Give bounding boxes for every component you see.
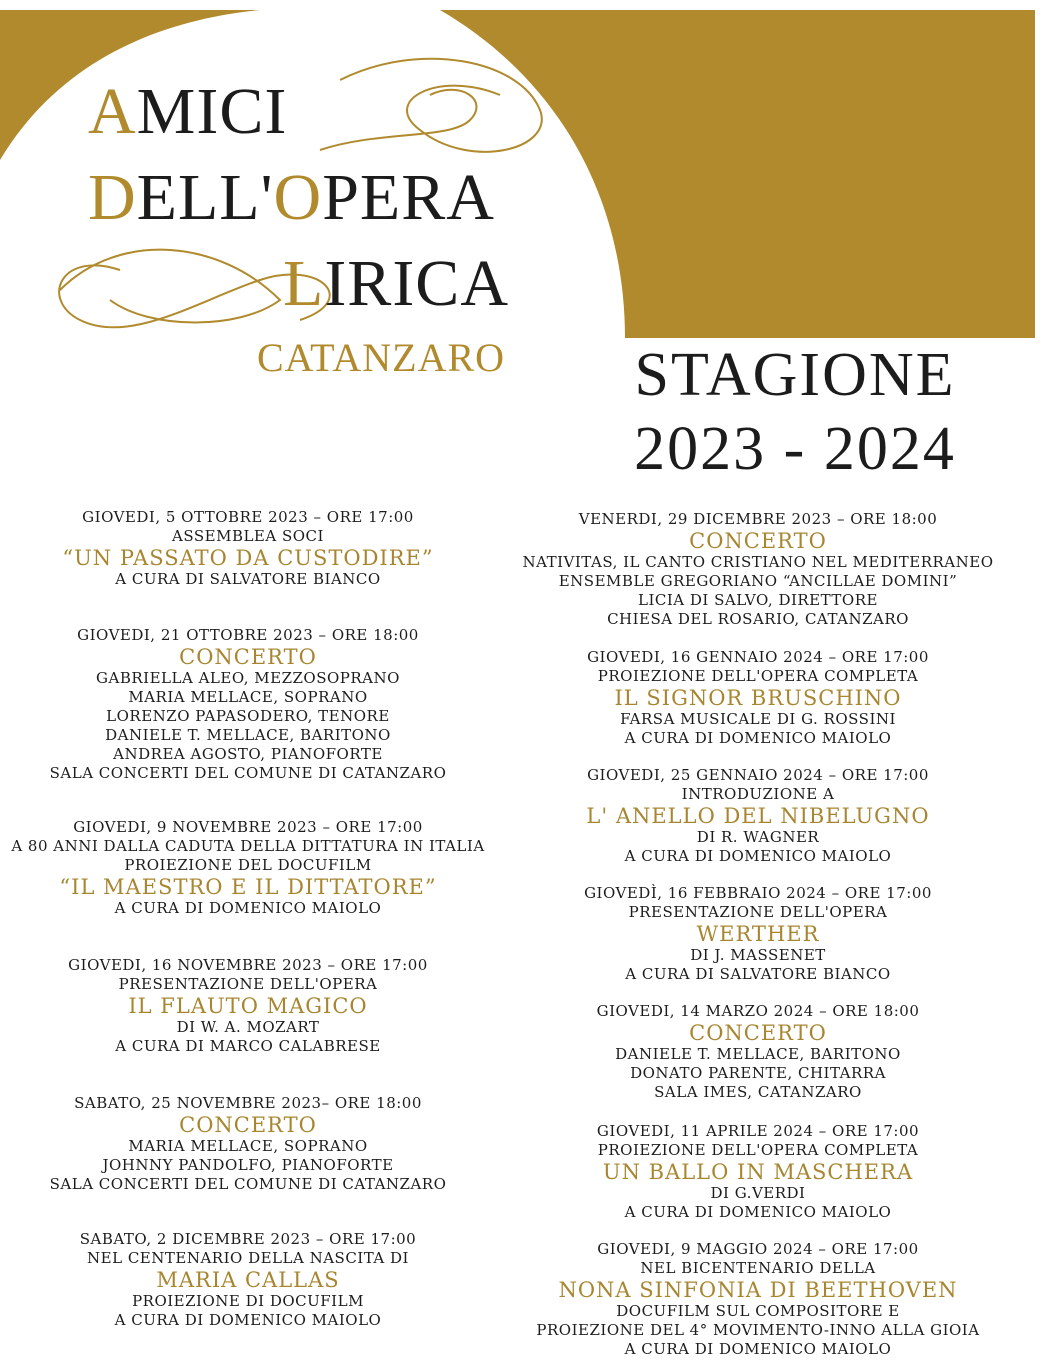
event-detail: NATIVITAS, IL CANTO CRISTIANO NEL MEDITERRANEO	[522, 553, 994, 571]
event-detail: SALA IMES, CATANZARO	[654, 1083, 862, 1101]
event-item	[0, 818, 496, 918]
event-detail: A CURA DI DOMENICO MAIOLO	[114, 1311, 382, 1329]
event-item	[516, 884, 1000, 984]
event-title: MARIA CALLAS	[156, 1268, 340, 1292]
event-item	[0, 1094, 496, 1194]
logo-text: MICI	[136, 75, 288, 148]
season-line-2: 2023 - 2024	[634, 415, 956, 484]
logo-text: IRICA	[324, 247, 509, 320]
logo-cap: O	[273, 161, 323, 234]
event-detail: DANIELE T. MELLACE, BARITONO	[105, 726, 391, 744]
season-title	[600, 338, 990, 487]
logo-line-1	[88, 74, 287, 150]
logo-line-2	[88, 160, 495, 236]
event-item	[0, 956, 496, 1056]
event-info: PROIEZIONE DELL'OPERA COMPLETA	[597, 667, 919, 685]
event-date: GIOVEDI, 9 NOVEMBRE 2023 – ORE 17:00	[73, 818, 423, 836]
event-detail: A CURA DI MARCO CALABRESE	[115, 1037, 381, 1055]
event-date: SABATO, 25 NOVEMBRE 2023– ORE 18:00	[74, 1094, 422, 1112]
event-detail: ENSEMBLE GREGORIANO “ANCILLAE DOMINI”	[558, 572, 958, 590]
logo-cap: L	[283, 247, 325, 320]
event-date: VENERDI, 29 DICEMBRE 2023 – ORE 18:00	[578, 510, 938, 528]
event-detail: DANIELE T. MELLACE, BARITONO	[615, 1045, 901, 1063]
season-line-1: STAGIONE	[634, 341, 956, 409]
event-title: CONCERTO	[689, 529, 827, 553]
event-title: IL SIGNOR BRUSCHINO	[614, 686, 902, 710]
event-detail: MARIA MELLACE, SOPRANO	[128, 1137, 368, 1155]
event-detail: DOCUFILM SUL COMPOSITORE E	[616, 1302, 900, 1320]
event-detail: DI G.VERDI	[710, 1184, 806, 1202]
event-title: CONCERTO	[179, 1113, 317, 1137]
event-title: “UN PASSATO DA CUSTODIRE”	[62, 546, 434, 570]
event-detail: A CURA DI DOMENICO MAIOLO	[624, 729, 892, 747]
event-info: ASSEMBLEA SOCI	[172, 527, 324, 545]
logo-city: CATANZARO	[257, 335, 506, 380]
logo-cap: D	[88, 161, 137, 234]
event-item	[0, 626, 496, 783]
event-title: CONCERTO	[179, 645, 317, 669]
event-title: “IL MAESTRO E IL DITTATORE”	[59, 875, 437, 899]
event-detail: FARSA MUSICALE DI G. ROSSINI	[620, 710, 896, 728]
event-detail: PROIEZIONE DI DOCUFILM	[132, 1292, 364, 1310]
logo-text: PERA	[322, 161, 495, 234]
event-detail: GABRIELLA ALEO, MEZZOSOPRANO	[96, 669, 400, 687]
event-date: GIOVEDI, 16 NOVEMBRE 2023 – ORE 17:00	[68, 956, 428, 974]
event-item	[516, 766, 1000, 866]
event-item	[516, 1122, 1000, 1222]
event-item	[516, 510, 1000, 629]
event-title: CONCERTO	[689, 1021, 827, 1045]
event-title: WERTHER	[696, 922, 820, 946]
event-info: PROIEZIONE DELL'OPERA COMPLETA	[597, 1141, 919, 1159]
event-detail: SALA CONCERTI DEL COMUNE DI CATANZARO	[49, 764, 447, 782]
event-info: A 80 ANNI DALLA CADUTA DELLA DITTATURA IN ITALIA	[11, 837, 485, 855]
event-info: PROIEZIONE DEL DOCUFILM	[124, 856, 372, 874]
event-date: GIOVEDI, 11 APRILE 2024 – ORE 17:00	[596, 1122, 920, 1140]
event-item	[0, 508, 496, 589]
event-date: GIOVEDÌ, 16 FEBBRAIO 2024 – ORE 17:00	[584, 884, 932, 902]
event-date: GIOVEDI, 21 OTTOBRE 2023 – ORE 18:00	[77, 626, 419, 644]
event-detail: ANDREA AGOSTO, PIANOFORTE	[113, 745, 383, 763]
event-info: NEL CENTENARIO DELLA NASCITA DI	[87, 1249, 409, 1267]
event-info: PRESENTAZIONE DELL'OPERA	[628, 903, 888, 921]
event-detail: DI W. A. MOZART	[176, 1018, 320, 1036]
event-detail: A CURA DI SALVATORE BIANCO	[625, 965, 891, 983]
event-date: GIOVEDI, 25 GENNAIO 2024 – ORE 17:00	[587, 766, 929, 784]
event-title: L' ANELLO DEL NIBELUGNO	[586, 804, 930, 828]
logo	[0, 0, 600, 400]
event-date: SABATO, 2 DICEMBRE 2023 – ORE 17:00	[79, 1230, 417, 1248]
event-detail: LICIA DI SALVO, DIRETTORE	[638, 591, 878, 609]
event-detail: MARIA MELLACE, SOPRANO	[128, 688, 368, 706]
event-info: PRESENTAZIONE DELL'OPERA	[118, 975, 378, 993]
event-date: GIOVEDI, 5 OTTOBRE 2023 – ORE 17:00	[82, 508, 414, 526]
logo-line-3	[283, 246, 509, 322]
event-date: GIOVEDI, 14 MARZO 2024 – ORE 18:00	[596, 1002, 920, 1020]
logo-text: ELL'	[136, 161, 274, 234]
event-item	[516, 1002, 1000, 1102]
event-date: GIOVEDI, 9 MAGGIO 2024 – ORE 17:00	[597, 1240, 919, 1258]
event-detail: JOHNNY PANDOLFO, PIANOFORTE	[102, 1156, 394, 1174]
event-title: IL FLAUTO MAGICO	[128, 994, 368, 1018]
event-detail: LORENZO PAPASODERO, TENORE	[106, 707, 390, 725]
logo-cap: A	[88, 75, 137, 148]
event-info: NEL BICENTENARIO DELLA	[640, 1259, 876, 1277]
event-detail: DI R. WAGNER	[696, 828, 820, 846]
event-detail: A CURA DI DOMENICO MAIOLO	[624, 1203, 892, 1221]
event-detail: A CURA DI SALVATORE BIANCO	[115, 570, 381, 588]
event-item	[0, 1230, 496, 1330]
event-item	[516, 648, 1000, 748]
event-title: UN BALLO IN MASCHERA	[602, 1160, 914, 1184]
event-detail: CHIESA DEL ROSARIO, CATANZARO	[607, 610, 909, 628]
event-detail: PROIEZIONE DEL 4° MOVIMENTO-INNO ALLA GIOIA	[536, 1321, 980, 1339]
event-detail: SALA CONCERTI DEL COMUNE DI CATANZARO	[49, 1175, 447, 1193]
event-detail: DONATO PARENTE, CHITARRA	[630, 1064, 886, 1082]
event-item	[516, 1240, 1000, 1359]
event-detail: A CURA DI DOMENICO MAIOLO	[114, 899, 382, 917]
event-title: NONA SINFONIA DI BEETHOVEN	[558, 1278, 958, 1302]
event-info: INTRODUZIONE A	[681, 785, 835, 803]
event-detail: A CURA DI DOMENICO MAIOLO	[624, 1340, 892, 1358]
event-detail: DI J. MASSENET	[690, 946, 826, 964]
event-date: GIOVEDI, 16 GENNAIO 2024 – ORE 17:00	[587, 648, 929, 666]
event-detail: A CURA DI DOMENICO MAIOLO	[624, 847, 892, 865]
